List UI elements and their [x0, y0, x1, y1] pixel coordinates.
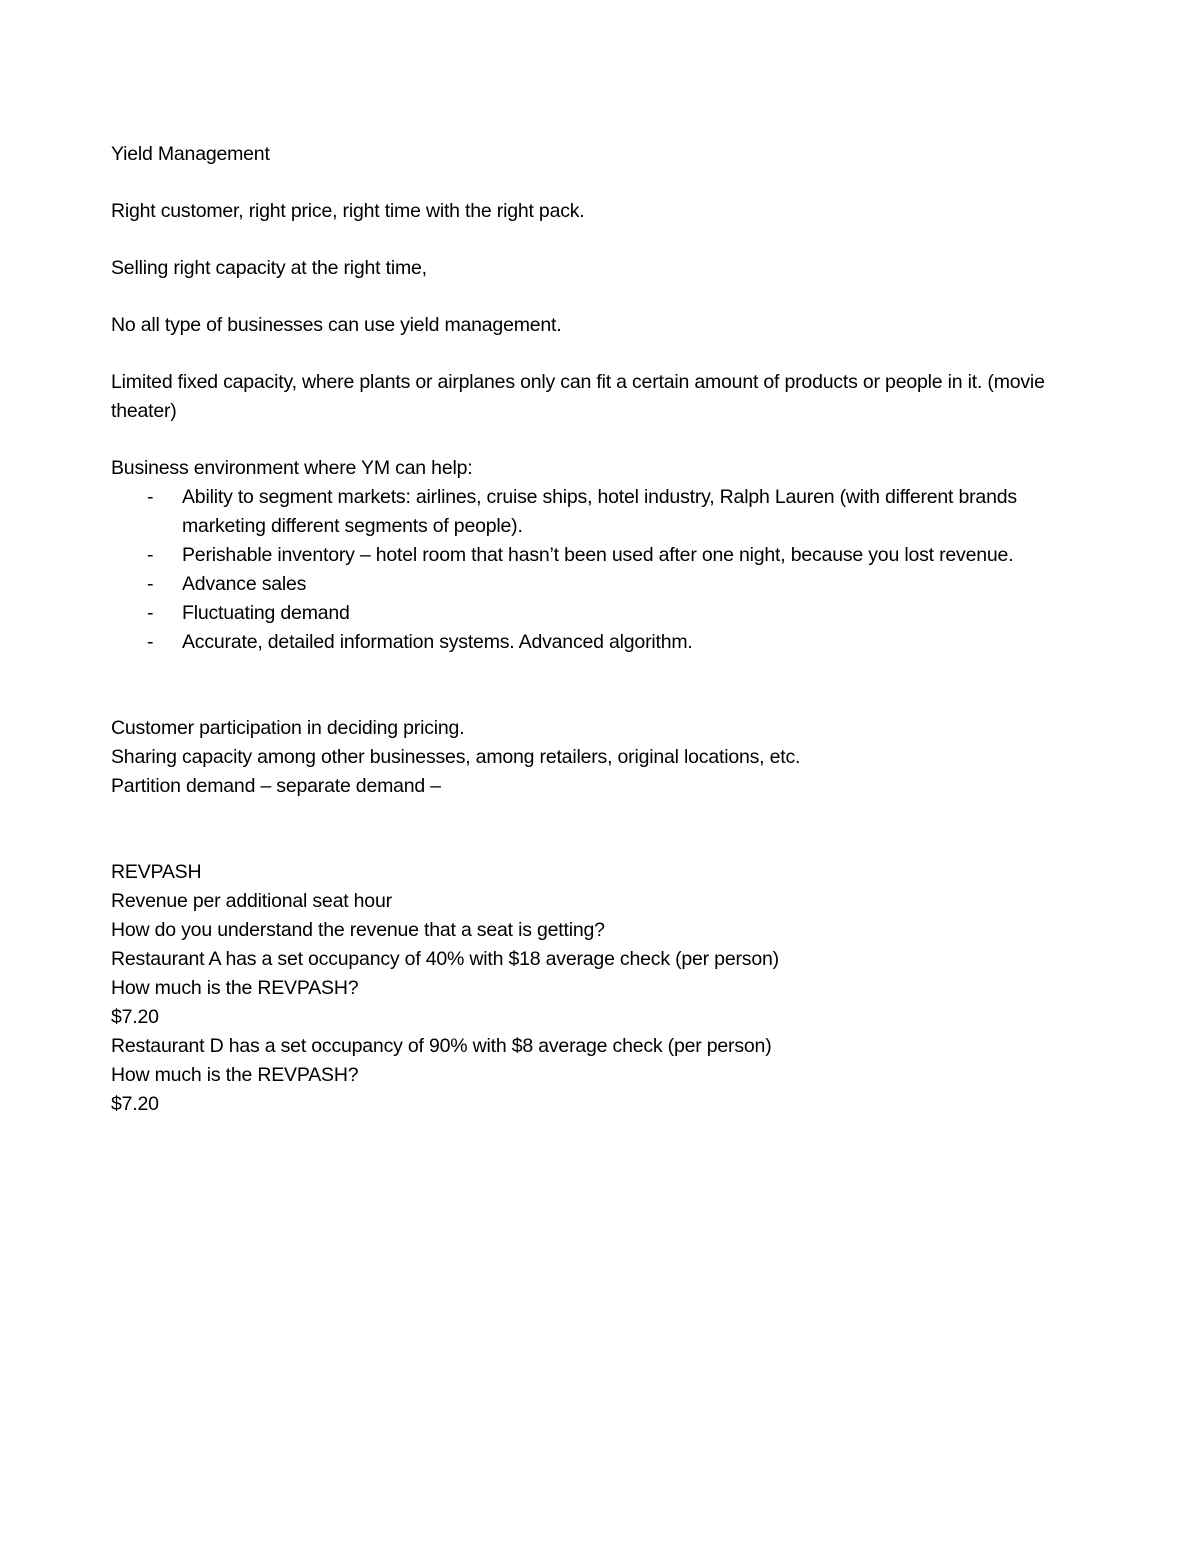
bullet-dash: - [147, 573, 154, 595]
revpash-answer: $7.20 [111, 1093, 159, 1115]
bullet-dash: - [147, 486, 154, 508]
revpash-line: Restaurant A has a set occupancy of 40% with $18 average check (per person) [111, 948, 779, 970]
list-item-text: Accurate, detailed information systems. Advanced algorithm. [182, 631, 693, 653]
document-page [111, 140, 1101, 1119]
revpash-heading: REVPASH [111, 861, 202, 883]
environment-heading: Business environment where YM can help: [111, 457, 473, 479]
bullet-dash: - [147, 631, 154, 653]
revpash-line: How much is the REVPASH? [111, 1064, 359, 1086]
intro-line: No all type of businesses can use yield management. [111, 314, 562, 336]
spacer [111, 169, 1101, 197]
list-item [111, 570, 1101, 599]
spacer [111, 801, 1101, 858]
spacer [111, 340, 1101, 368]
list-item [111, 541, 1101, 570]
list-item [111, 628, 1101, 657]
revpash-line: Revenue per additional seat hour [111, 890, 392, 912]
revpash-line: How do you understand the revenue that a seat is getting? [111, 919, 605, 941]
spacer [111, 426, 1101, 454]
spacer [111, 657, 1101, 714]
environment-list [111, 483, 1101, 657]
list-item [111, 599, 1101, 628]
revpash-answer: $7.20 [111, 1006, 159, 1028]
spacer [111, 226, 1101, 254]
note-line: Sharing capacity among other businesses, among retailers, original locations, etc. [111, 746, 801, 768]
intro-line: Limited fixed capacity, where plants or airplanes only can fit a certain amount of products or people in it. (movie theater) [111, 371, 1045, 422]
list-item [111, 483, 1101, 541]
bullet-dash: - [147, 544, 154, 566]
intro-line: Right customer, right price, right time with the right pack. [111, 200, 585, 222]
intro-line: Selling right capacity at the right time, [111, 257, 427, 279]
spacer [111, 283, 1101, 311]
revpash-line: How much is the REVPASH? [111, 977, 359, 999]
revpash-line: Restaurant D has a set occupancy of 90% with $8 average check (per person) [111, 1035, 772, 1057]
list-item-text: Ability to segment markets: airlines, cruise ships, hotel industry, Ralph Lauren (with different brands marketing different segments of people). [182, 486, 1017, 537]
bullet-dash: - [147, 602, 154, 624]
list-item-text: Advance sales [182, 573, 307, 595]
note-line: Partition demand – separate demand – [111, 775, 441, 797]
document-title: Yield Management [111, 143, 270, 165]
note-line: Customer participation in deciding pricing. [111, 717, 465, 739]
list-item-text: Perishable inventory – hotel room that hasn’t been used after one night, because you lost revenue. [182, 544, 1014, 566]
list-item-text: Fluctuating demand [182, 602, 350, 624]
